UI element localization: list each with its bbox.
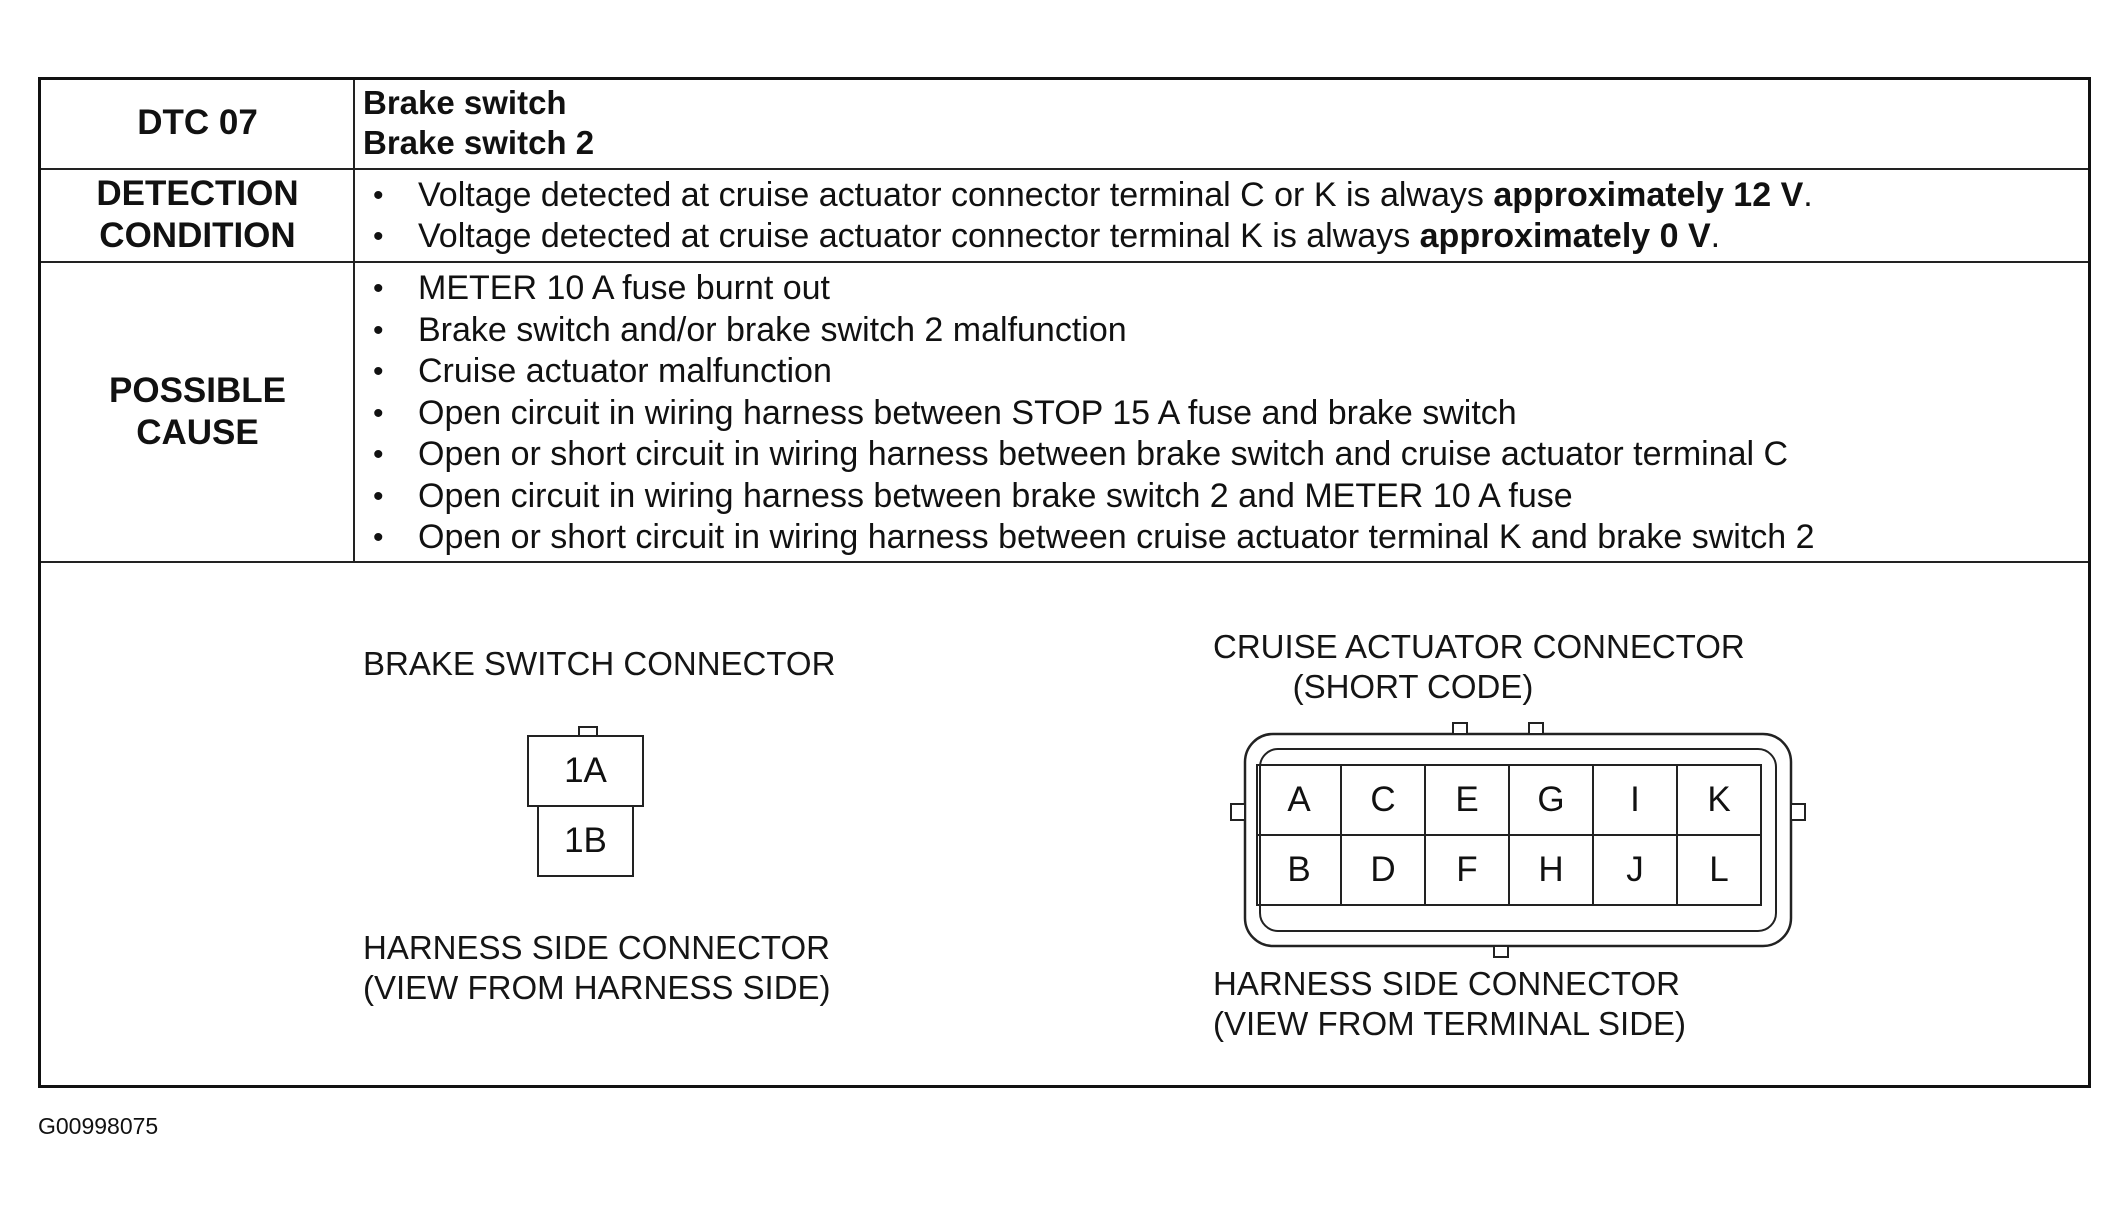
cruise-connector-shell [41, 80, 2088, 1085]
cause-item: • METER 10 A fuse burnt out [363, 268, 1815, 310]
detection-item-value: approximately 0 V [1419, 217, 1711, 255]
cruise-connector-caption-line: HARNESS SIDE CONNECTOR [1213, 965, 1680, 1002]
cruise-connector-caption-line: (VIEW FROM TERMINAL SIDE) [1213, 1005, 1687, 1042]
cruise-terminal: I [1592, 764, 1678, 836]
cruise-terminal: K [1676, 764, 1762, 836]
dtc-title: Brake switch [363, 84, 567, 121]
cause-item: • Open or short circuit in wiring harness between brake switch and cruise actuator terminal C [363, 434, 1815, 476]
cruise-terminal: A [1256, 764, 1342, 836]
cruise-terminal: E [1424, 764, 1510, 836]
cause-label-line: CAUSE [136, 413, 259, 452]
detection-item-text: Voltage detected at cruise actuator connector terminal K is always [418, 217, 1420, 255]
detection-label-line: CONDITION [99, 216, 296, 255]
cruise-terminal: C [1340, 764, 1426, 836]
detection-item-value: approximately 12 V [1493, 176, 1804, 214]
cruise-connector-title-line: (SHORT CODE) [1292, 668, 1534, 705]
cruise-terminal: H [1508, 834, 1594, 906]
cruise-terminal: F [1424, 834, 1510, 906]
cause-label-line: POSSIBLE [109, 371, 286, 410]
cruise-terminal: G [1508, 764, 1594, 836]
cause-item: • Cruise actuator malfunction [363, 351, 1815, 393]
cause-item: • Open circuit in wiring harness between brake switch 2 and METER 10 A fuse [363, 476, 1815, 518]
figure-code: G00998075 [38, 1113, 159, 1139]
cruise-connector-caption [1213, 964, 1687, 1044]
brake-connector-caption-line: HARNESS SIDE CONNECTOR [363, 929, 830, 966]
brake-terminal-1a: 1A [527, 735, 644, 807]
cause-item: • Open circuit in wiring harness between STOP 15 A fuse and brake switch [363, 393, 1815, 435]
cruise-terminal: D [1340, 834, 1426, 906]
cruise-terminal: L [1676, 834, 1762, 906]
dtc-code: DTC 07 [137, 103, 258, 142]
cause-item: • Brake switch and/or brake switch 2 malfunction [363, 310, 1815, 352]
cruise-terminal: J [1592, 834, 1678, 906]
cause-item: • Open or short circuit in wiring harness between cruise actuator terminal K and brake switch 2 [363, 517, 1815, 559]
dtc-table [38, 77, 2091, 1088]
cruise-terminal: B [1256, 834, 1342, 906]
detection-item-text: Voltage detected at cruise actuator connector terminal C or K is always [418, 176, 1494, 214]
dtc-title: Brake switch 2 [363, 124, 595, 161]
detection-item-end: . [1803, 176, 1813, 214]
cruise-connector-title-line: CRUISE ACTUATOR CONNECTOR [1213, 628, 1745, 665]
detection-label-line: DETECTION [96, 174, 299, 213]
detection-item-end: . [1710, 217, 1721, 255]
brake-connector-title: BRAKE SWITCH CONNECTOR [363, 645, 836, 682]
brake-connector-caption-line: (VIEW FROM HARNESS SIDE) [363, 969, 831, 1006]
brake-terminal-1b: 1B [537, 805, 634, 877]
